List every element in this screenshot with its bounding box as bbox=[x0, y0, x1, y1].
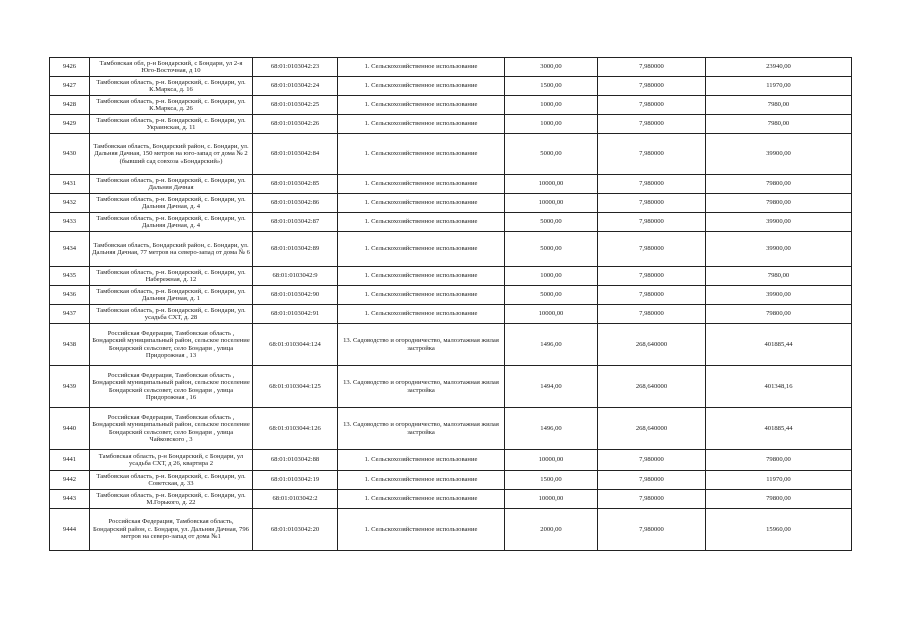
address-cell: Тамбовская область, р-н. Бондарский, с. Бондари, ул. Дальняя Дачная, д. 1 bbox=[90, 286, 253, 305]
row-number: 9435 bbox=[50, 267, 90, 286]
area-cell: 1000,00 bbox=[505, 96, 598, 115]
cadastral-number-cell: 68:01:0103042:87 bbox=[253, 213, 338, 232]
cadastral-value-cell: 15960,00 bbox=[706, 509, 852, 551]
row-number: 9439 bbox=[50, 366, 90, 408]
table-row bbox=[50, 232, 852, 267]
specific-value-cell: 268,640000 bbox=[598, 324, 706, 366]
table-row bbox=[50, 366, 852, 408]
area-cell: 1000,00 bbox=[505, 267, 598, 286]
land-use-cell: 1. Сельскохозяйственное использование bbox=[338, 96, 505, 115]
address-cell: Российская Федерация, Тамбовская область , Бондарский муниципальный район, сельское поселение Бондарский сельсовет, село Бондари , улица Придорожная , 13 bbox=[90, 324, 253, 366]
area-cell: 10000,00 bbox=[505, 194, 598, 213]
land-use-cell: 1. Сельскохозяйственное использование bbox=[338, 509, 505, 551]
specific-value-cell: 7,980000 bbox=[598, 115, 706, 134]
land-use-cell: 1. Сельскохозяйственное использование bbox=[338, 134, 505, 175]
address-cell: Российская Федерация, Тамбовская область, Бондарский район, с. Бондари, ул. Дальняя Дачная, 796 метров на северо-запад от дома №1 bbox=[90, 509, 253, 551]
land-use-cell: 13. Садоводство и огородничество, малоэтажная жилая застройка bbox=[338, 324, 505, 366]
address-cell: Тамбовская область, р-н. Бондарский, с. Бондари, ул. Дальняя Дачная, д. 4 bbox=[90, 194, 253, 213]
land-use-cell: 13. Садоводство и огородничество, малоэтажная жилая застройка bbox=[338, 366, 505, 408]
land-use-cell: 1. Сельскохозяйственное использование bbox=[338, 175, 505, 194]
cadastral-number-cell: 68:01:0103042:84 bbox=[253, 134, 338, 175]
address-cell: Тамбовская область, р-н. Бондарский, с. Бондари, ул. К.Маркса, д. 26 bbox=[90, 96, 253, 115]
specific-value-cell: 7,980000 bbox=[598, 305, 706, 324]
table-row bbox=[50, 194, 852, 213]
cadastral-number-cell: 68:01:0103042:23 bbox=[253, 58, 338, 77]
row-number: 9437 bbox=[50, 305, 90, 324]
table-row bbox=[50, 408, 852, 450]
cadastral-number-cell: 68:01:0103042:25 bbox=[253, 96, 338, 115]
address-cell: Тамбовская область, р-н. Бондарский, с. Бондари, ул. Набережная, д. 12 bbox=[90, 267, 253, 286]
cadastral-number-cell: 68:01:0103042:91 bbox=[253, 305, 338, 324]
cadastral-number-cell: 68:01:0103042:19 bbox=[253, 471, 338, 490]
land-use-cell: 1. Сельскохозяйственное использование bbox=[338, 450, 505, 471]
address-cell: Тамбовская область, Бондарский район, с. Бондари, ул. Дальняя Дачная, 150 метров на юго-запад от дома № 2 (бывший сад совхоза «Бондарский») bbox=[90, 134, 253, 175]
cadastral-number-cell: 68:01:0103042:89 bbox=[253, 232, 338, 267]
address-cell: Тамбовская область, р-н Бондарский, с Бондари, ул усадьба СХТ, д 26, квартира 2 bbox=[90, 450, 253, 471]
address-cell: Российская Федерация, Тамбовская область , Бондарский муниципальный район, сельское поселение Бондарский сельсовет, село Бондари , улица Придорожная , 16 bbox=[90, 366, 253, 408]
area-cell: 5000,00 bbox=[505, 286, 598, 305]
cadastral-number-cell: 68:01:0103042:26 bbox=[253, 115, 338, 134]
row-number: 9426 bbox=[50, 58, 90, 77]
table-row bbox=[50, 509, 852, 551]
cadastral-number-cell: 68:01:0103042:20 bbox=[253, 509, 338, 551]
row-number: 9432 bbox=[50, 194, 90, 213]
area-cell: 10000,00 bbox=[505, 490, 598, 509]
cadastral-value-cell: 79800,00 bbox=[706, 490, 852, 509]
row-number: 9430 bbox=[50, 134, 90, 175]
area-cell: 1494,00 bbox=[505, 366, 598, 408]
cadastral-number-cell: 68:01:0103042:24 bbox=[253, 77, 338, 96]
land-use-cell: 1. Сельскохозяйственное использование bbox=[338, 232, 505, 267]
table-row bbox=[50, 286, 852, 305]
cadastral-value-cell: 7980,00 bbox=[706, 115, 852, 134]
area-cell: 10000,00 bbox=[505, 450, 598, 471]
table-row bbox=[50, 115, 852, 134]
address-cell: Российская Федерация, Тамбовская область , Бондарский муниципальный район, сельское поселение Бондарский сельсовет, село Бондари , улица Чайковского , 3 bbox=[90, 408, 253, 450]
cadastral-value-cell: 11970,00 bbox=[706, 471, 852, 490]
area-cell: 1000,00 bbox=[505, 115, 598, 134]
cadastral-value-cell: 7980,00 bbox=[706, 96, 852, 115]
specific-value-cell: 7,980000 bbox=[598, 232, 706, 267]
cadastral-number-cell: 68:01:0103044:126 bbox=[253, 408, 338, 450]
land-use-cell: 1. Сельскохозяйственное использование bbox=[338, 490, 505, 509]
cadastral-value-cell: 23940,00 bbox=[706, 58, 852, 77]
land-use-cell: 1. Сельскохозяйственное использование bbox=[338, 77, 505, 96]
cadastral-number-cell: 68:01:0103042:88 bbox=[253, 450, 338, 471]
row-number: 9431 bbox=[50, 175, 90, 194]
address-cell: Тамбовская область, р-н. Бондарский, с. Бондари, ул. усадьба СХТ, д. 28 bbox=[90, 305, 253, 324]
table-row bbox=[50, 96, 852, 115]
area-cell: 1500,00 bbox=[505, 471, 598, 490]
land-use-cell: 1. Сельскохозяйственное использование bbox=[338, 213, 505, 232]
table-row bbox=[50, 134, 852, 175]
address-cell: Тамбовская область, р-н. Бондарский, с. Бондари, ул. Украинская, д. 11 bbox=[90, 115, 253, 134]
table-row bbox=[50, 175, 852, 194]
specific-value-cell: 7,980000 bbox=[598, 490, 706, 509]
land-use-cell: 1. Сельскохозяйственное использование bbox=[338, 267, 505, 286]
area-cell: 5000,00 bbox=[505, 134, 598, 175]
land-use-cell: 1. Сельскохозяйственное использование bbox=[338, 58, 505, 77]
table-row bbox=[50, 58, 852, 77]
address-cell: Тамбовская область, р-н. Бондарский, с. Бондари, ул. Советская, д. 33 bbox=[90, 471, 253, 490]
land-use-cell: 1. Сельскохозяйственное использование bbox=[338, 194, 505, 213]
cadastral-number-cell: 68:01:0103042:2 bbox=[253, 490, 338, 509]
table-row bbox=[50, 490, 852, 509]
row-number: 9427 bbox=[50, 77, 90, 96]
table-body bbox=[50, 58, 852, 551]
cadastral-number-cell: 68:01:0103044:124 bbox=[253, 324, 338, 366]
land-use-cell: 1. Сельскохозяйственное использование bbox=[338, 115, 505, 134]
cadastral-value-cell: 39900,00 bbox=[706, 213, 852, 232]
cadastral-value-cell: 79800,00 bbox=[706, 175, 852, 194]
cadastral-value-cell: 79800,00 bbox=[706, 305, 852, 324]
row-number: 9444 bbox=[50, 509, 90, 551]
land-use-cell: 1. Сельскохозяйственное использование bbox=[338, 305, 505, 324]
area-cell: 2000,00 bbox=[505, 509, 598, 551]
table-row bbox=[50, 267, 852, 286]
specific-value-cell: 7,980000 bbox=[598, 267, 706, 286]
address-cell: Тамбовская область, Бондарский район, с. Бондари, ул. Дальняя Дачная, 77 метров на северо-запад от дома № 6 bbox=[90, 232, 253, 267]
cadastral-value-cell: 401348,16 bbox=[706, 366, 852, 408]
area-cell: 3000,00 bbox=[505, 58, 598, 77]
table-row bbox=[50, 77, 852, 96]
specific-value-cell: 7,980000 bbox=[598, 77, 706, 96]
address-cell: Тамбовская область, р-н. Бондарский, с. Бондари, ул. К.Маркса, д. 16 bbox=[90, 77, 253, 96]
specific-value-cell: 7,980000 bbox=[598, 134, 706, 175]
specific-value-cell: 7,980000 bbox=[598, 471, 706, 490]
row-number: 9438 bbox=[50, 324, 90, 366]
cadastral-value-cell: 39900,00 bbox=[706, 232, 852, 267]
specific-value-cell: 7,980000 bbox=[598, 175, 706, 194]
specific-value-cell: 268,640000 bbox=[598, 408, 706, 450]
row-number: 9428 bbox=[50, 96, 90, 115]
row-number: 9436 bbox=[50, 286, 90, 305]
area-cell: 1500,00 bbox=[505, 77, 598, 96]
cadastral-value-cell: 39900,00 bbox=[706, 134, 852, 175]
cadastral-number-cell: 68:01:0103042:85 bbox=[253, 175, 338, 194]
row-number: 9429 bbox=[50, 115, 90, 134]
land-use-cell: 13. Садоводство и огородничество, малоэтажная жилая застройка bbox=[338, 408, 505, 450]
area-cell: 1496,00 bbox=[505, 324, 598, 366]
cadastral-value-cell: 7980,00 bbox=[706, 267, 852, 286]
cadastral-value-table bbox=[49, 57, 852, 551]
row-number: 9443 bbox=[50, 490, 90, 509]
specific-value-cell: 7,980000 bbox=[598, 450, 706, 471]
cadastral-value-cell: 401885,44 bbox=[706, 408, 852, 450]
row-number: 9440 bbox=[50, 408, 90, 450]
address-cell: Тамбовская обл, р-н Бондарский, с Бондари, ул 2-я Юго-Восточная, д 10 bbox=[90, 58, 253, 77]
cadastral-value-cell: 79800,00 bbox=[706, 450, 852, 471]
cadastral-number-cell: 68:01:0103042:86 bbox=[253, 194, 338, 213]
table-row bbox=[50, 471, 852, 490]
area-cell: 5000,00 bbox=[505, 232, 598, 267]
cadastral-number-cell: 68:01:0103042:90 bbox=[253, 286, 338, 305]
row-number: 9434 bbox=[50, 232, 90, 267]
specific-value-cell: 7,980000 bbox=[598, 213, 706, 232]
cadastral-value-cell: 79800,00 bbox=[706, 194, 852, 213]
area-cell: 10000,00 bbox=[505, 305, 598, 324]
table-row bbox=[50, 213, 852, 232]
land-use-cell: 1. Сельскохозяйственное использование bbox=[338, 286, 505, 305]
cadastral-value-cell: 39900,00 bbox=[706, 286, 852, 305]
table-row bbox=[50, 450, 852, 471]
cadastral-value-cell: 401885,44 bbox=[706, 324, 852, 366]
table-row bbox=[50, 324, 852, 366]
cadastral-value-cell: 11970,00 bbox=[706, 77, 852, 96]
specific-value-cell: 7,980000 bbox=[598, 509, 706, 551]
area-cell: 1496,00 bbox=[505, 408, 598, 450]
area-cell: 10000,00 bbox=[505, 175, 598, 194]
land-use-cell: 1. Сельскохозяйственное использование bbox=[338, 471, 505, 490]
address-cell: Тамбовская область, р-н. Бондарский, с. Бондари, ул. Дальняя Дачная, д. 4 bbox=[90, 213, 253, 232]
specific-value-cell: 7,980000 bbox=[598, 194, 706, 213]
specific-value-cell: 7,980000 bbox=[598, 96, 706, 115]
table-row bbox=[50, 305, 852, 324]
specific-value-cell: 7,980000 bbox=[598, 286, 706, 305]
row-number: 9433 bbox=[50, 213, 90, 232]
address-cell: Тамбовская область, р-н. Бондарский, с. Бондари, ул. Дальняя Дачная bbox=[90, 175, 253, 194]
row-number: 9442 bbox=[50, 471, 90, 490]
cadastral-number-cell: 68:01:0103044:125 bbox=[253, 366, 338, 408]
specific-value-cell: 7,980000 bbox=[598, 58, 706, 77]
cadastral-number-cell: 68:01:0103042:9 bbox=[253, 267, 338, 286]
row-number: 9441 bbox=[50, 450, 90, 471]
address-cell: Тамбовская область, р-н. Бондарский, с. Бондари, ул. М.Горького, д. 22 bbox=[90, 490, 253, 509]
specific-value-cell: 268,640000 bbox=[598, 366, 706, 408]
area-cell: 5000,00 bbox=[505, 213, 598, 232]
